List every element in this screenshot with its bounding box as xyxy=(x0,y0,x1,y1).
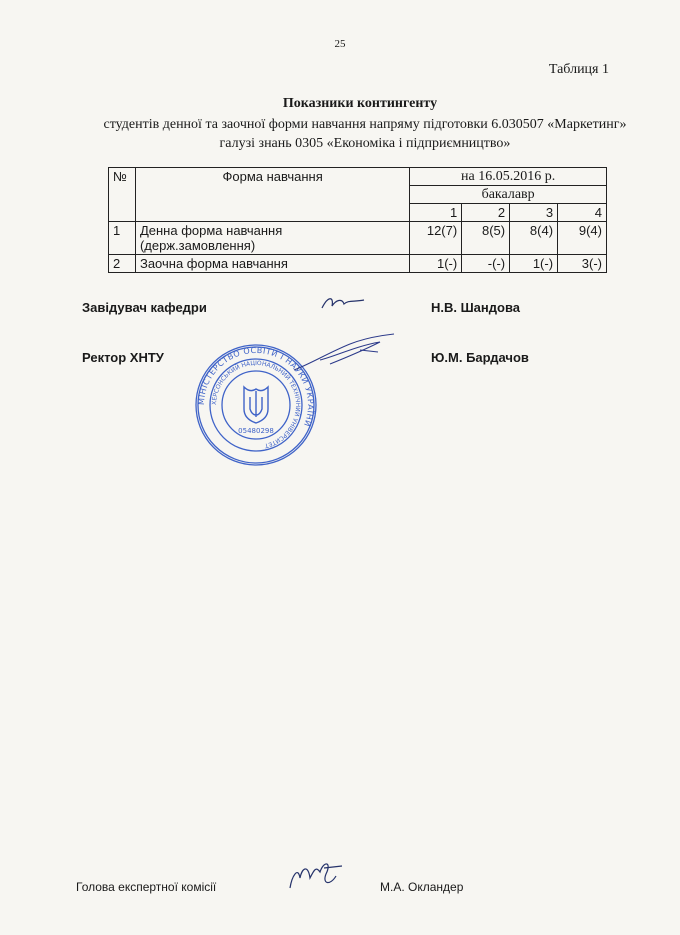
header-form: Форма навчання xyxy=(135,168,409,222)
header-course: 3 xyxy=(510,204,558,222)
row-num: 1 xyxy=(109,222,136,255)
head-name: Н.В. Шандова xyxy=(431,300,521,315)
rector-role: Ректор ХНТУ xyxy=(82,350,164,365)
rector-signature xyxy=(290,330,400,375)
header-num: № xyxy=(109,168,136,222)
row-form xyxy=(135,222,409,255)
row-form: Заочна форма навчання xyxy=(135,255,409,273)
row-value: 1(-) xyxy=(510,255,558,273)
header-course: 2 xyxy=(462,204,510,222)
header-course: 4 xyxy=(558,204,607,222)
document-subtitle: студентів денної та заочної форми навчання напряму підготовки 6.030507 «Маркетинг» галузі знань 0305 «Економіка і підприємництво» xyxy=(103,117,627,151)
table-header-row xyxy=(109,168,607,186)
row-value: 9(4) xyxy=(558,222,607,255)
stamp-outer-text: МІНІСТЕРСТВО ОСВІТИ І НАУКИ УКРАЇНИ xyxy=(196,345,316,428)
row-value: 3(-) xyxy=(558,255,607,273)
header-date: на 16.05.2016 р. xyxy=(410,168,607,186)
commission-role: Голова експертної комісії xyxy=(76,880,217,894)
stamp-inner-text: ХЕРСОНСЬКИЙ НАЦІОНАЛЬНИЙ ТЕХНІЧНИЙ УНІВЕРСИТЕТ xyxy=(210,359,302,450)
rector-name: Ю.М. Бардачов xyxy=(431,350,529,365)
trident-icon xyxy=(244,387,268,423)
commission-signature xyxy=(286,856,350,896)
table-row xyxy=(109,222,607,255)
row-form-line: Денна форма навчання xyxy=(139,223,283,238)
row-value: 8(5) xyxy=(462,222,510,255)
commission-name: М.А. Окландер xyxy=(380,880,464,894)
row-value: -(-) xyxy=(462,255,510,273)
row-form-line: (держ.замовлення) xyxy=(139,238,256,253)
head-role: Завідувач кафедри xyxy=(82,300,207,315)
page-number: 25 xyxy=(334,38,346,50)
contingent-table xyxy=(108,167,607,273)
table-row xyxy=(109,255,607,273)
header-degree: бакалавр xyxy=(410,186,607,204)
stamp-code: 05480298 xyxy=(238,427,274,435)
table-caption: Таблиця 1 xyxy=(548,62,609,77)
row-num: 2 xyxy=(109,255,136,273)
row-value: 1(-) xyxy=(410,255,462,273)
row-value: 8(4) xyxy=(510,222,558,255)
document-title: Показники контингенту xyxy=(282,96,438,111)
head-signature xyxy=(318,292,368,314)
row-value: 12(7) xyxy=(410,222,462,255)
header-course: 1 xyxy=(410,204,462,222)
